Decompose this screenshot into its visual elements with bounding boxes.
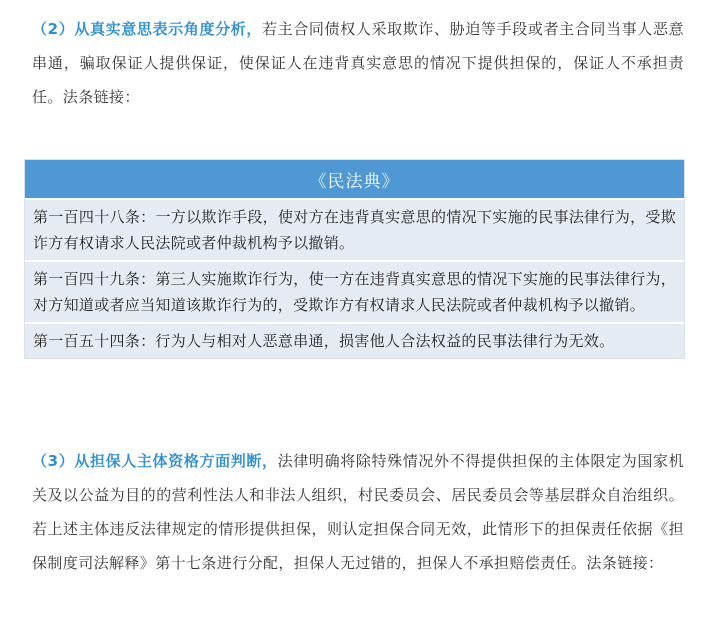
section-heading: （2）从真实意思表示角度分析，	[32, 20, 262, 38]
section-heading: （3）从担保人主体资格方面判断，	[32, 452, 278, 470]
law-article-row: 第一百四十八条：一方以欺诈手段，使对方在违背真实意思的情况下实施的民事法律行为，受欺诈方有权请求人民法院或者仲裁机构予以撤销。	[25, 198, 684, 260]
paragraph-text: 法律明确将除特殊情况外不得提供担保的主体限定为国家机关及以公益为目的的营利性法人和非法人组织，村民委员会、居民委员会等基层群众自治组织。若上述主体违反法律规定的情形提供担保，则认定担保合同无效，此情形下的担保责任依据《担保制度司法解释》第十七条进行分配，担保人无过错的，担保人不承担赔偿责任。法条链接：	[32, 452, 685, 572]
table-title: 《民法典》	[25, 160, 684, 198]
paragraph-validity-analysis	[32, 12, 684, 114]
law-article-row: 第一百五十四条：行为人与相对人恶意串通，损害他人合法权益的民事法律行为无效。	[25, 322, 684, 358]
paragraph-guarantor-qualification	[32, 444, 684, 580]
paragraph-text: 若主合同债权人采取欺诈、胁迫等手段或者主合同当事人恶意串通，骗取保证人提供保证，使保证人在违背真实意思的情况下提供担保的，保证人不承担责任。法条链接：	[32, 20, 684, 106]
law-article-row: 第一百四十九条：第三人实施欺诈行为，使一方在违背真实意思的情况下实施的民事法律行为，对方知道或者应当知道该欺诈行为的，受欺诈方有权请求人民法院或者仲裁机构予以撤销。	[25, 260, 684, 322]
civil-code-table	[24, 159, 685, 359]
